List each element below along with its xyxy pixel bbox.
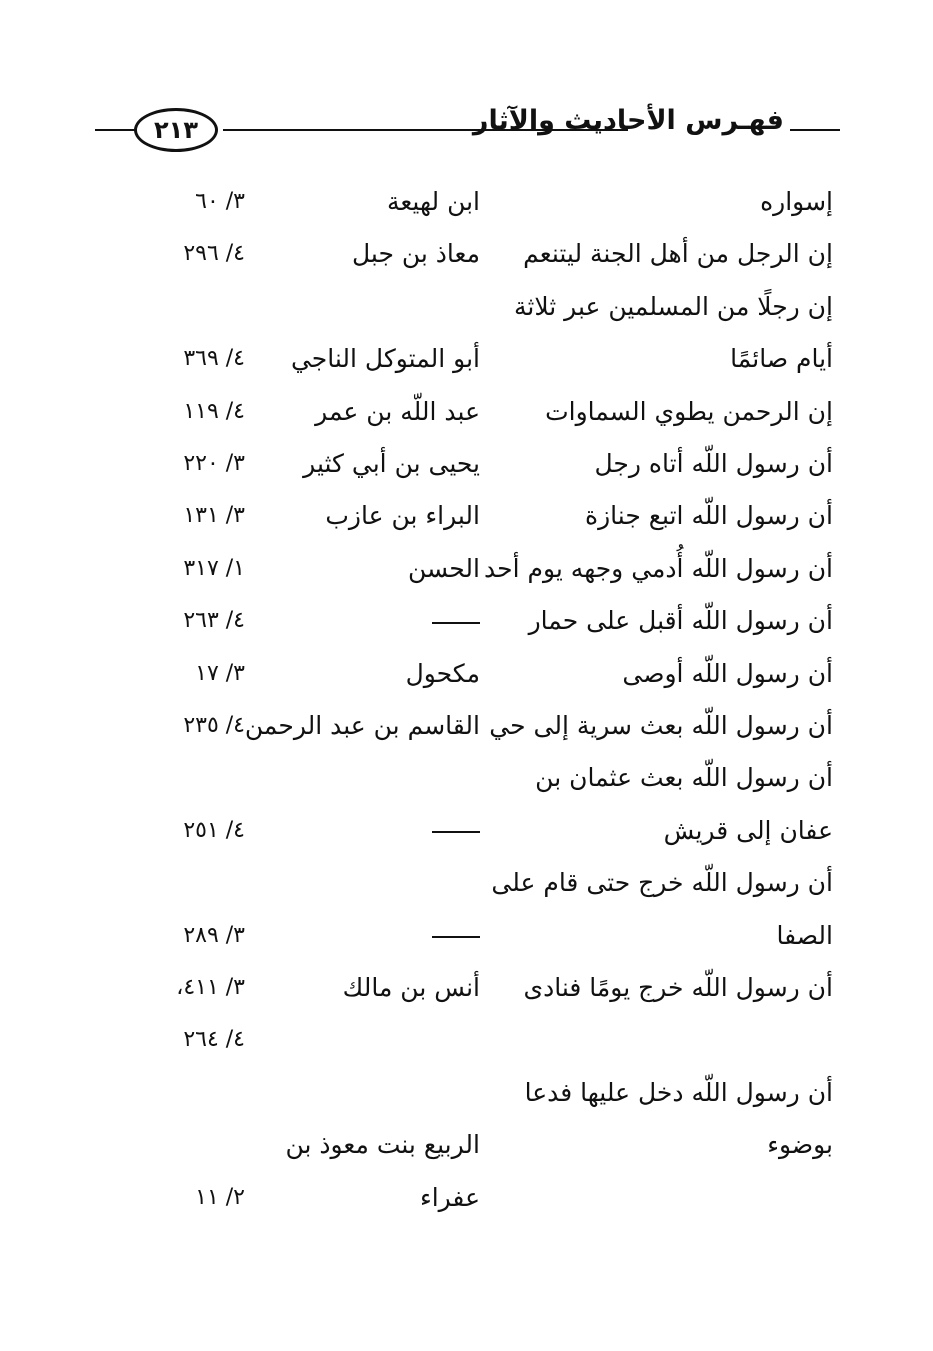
hadith-text: أن رسول اللّه بعث عثمان بن: [535, 763, 833, 793]
hadith-text: أن رسول اللّه دخل عليها فدعا: [524, 1077, 833, 1107]
volume-page-ref: ٣/ ٢٨٩: [183, 922, 245, 948]
volume-page-ref: ٣/ ١٧: [195, 660, 245, 686]
narrator: الربيع بنت معوذ بن: [285, 1130, 480, 1160]
volume-page-ref: ٣/ ٢٢٠: [183, 451, 245, 476]
hadith-text: الصفا: [776, 920, 833, 950]
index-row: [0, 547, 933, 591]
index-row: [0, 285, 933, 329]
narrator: مكحول: [405, 658, 480, 688]
page-number-badge: [134, 108, 218, 152]
volume-page-ref: ٤/ ٢٩٦: [183, 241, 245, 267]
narrator: [432, 599, 480, 643]
hadith-text: عفان إلى قريش: [663, 815, 833, 845]
narrator: [432, 914, 480, 958]
narrator: [432, 809, 480, 853]
index-row: [0, 180, 933, 224]
hadith-text: أن رسول اللّه أوصى: [622, 658, 833, 688]
header-rule-left: [95, 129, 137, 131]
page-header: [95, 100, 840, 160]
page-number: ٢١٣: [154, 116, 198, 144]
narrator: الحسن: [407, 553, 480, 583]
index-row: [0, 704, 933, 748]
header-rule-right: [790, 129, 840, 131]
narrator: عفراء: [419, 1182, 480, 1212]
hadith-text: أيام صائمًا: [730, 344, 833, 374]
hadith-text: إسواره: [760, 187, 833, 216]
hadith-text: إن الرجل من أهل الجنة ليتنعم: [523, 239, 833, 269]
hadith-text: أن رسول اللّه أتاه رجل: [594, 449, 833, 478]
narrator: البراء بن عازب: [325, 501, 480, 531]
hadith-text: بوضوء: [767, 1130, 833, 1160]
hadith-text: أن رسول اللّه أقبل على حمار: [528, 606, 833, 636]
volume-page-ref: ٤/ ٢٣٥: [183, 713, 245, 738]
volume-page-ref: ٣/ ٤١١،: [176, 975, 245, 1000]
narrator: أبو المتوكل الناجي: [290, 344, 480, 374]
index-row: [0, 966, 933, 1010]
volume-page-ref: ٤/ ١١٩: [183, 398, 245, 424]
index-row: [0, 390, 933, 434]
narrator: عبد اللّه بن عمر: [315, 396, 480, 426]
narrator-dash: [432, 622, 480, 624]
narrator: أنس بن مالك: [342, 973, 480, 1002]
index-row: [0, 442, 933, 486]
index-row: [0, 914, 933, 958]
narrator-dash: [432, 936, 480, 938]
hadith-text: أن رسول اللّه بعث سرية إلى حي: [489, 711, 833, 740]
hadith-text: إن الرحمن يطوي السماوات: [545, 396, 833, 426]
index-row: [0, 599, 933, 643]
index-row: [0, 1176, 933, 1220]
narrator: معاذ بن جبل: [351, 239, 480, 269]
page-title: فهـرس الأحاديث والآثار: [472, 105, 784, 136]
index-row: [0, 809, 933, 853]
narrator: يحيى بن أبي كثير: [303, 449, 480, 478]
volume-page-ref: ٤/ ٣٦٩: [183, 346, 245, 372]
volume-page-ref: ٤/ ٢٦٤: [183, 1027, 245, 1053]
index-row: [0, 1071, 933, 1115]
volume-page-ref: ٤/ ٢٦٣: [183, 608, 245, 634]
hadith-text: إن رجلًا من المسلمين عبر ثلاثة: [513, 291, 833, 321]
narrator-dash: [432, 831, 480, 833]
hadith-text: أن رسول اللّه اتبع جنازة: [585, 501, 833, 531]
hadith-text: أن رسول اللّه خرج حتى قام على: [491, 868, 833, 898]
index-row: [0, 756, 933, 800]
hadith-text: أن رسول اللّه أُدمي وجهه يوم أحد: [484, 553, 833, 583]
index-row: [0, 652, 933, 696]
volume-page-ref: ٣/ ٦٠: [195, 189, 245, 214]
index-row: [0, 232, 933, 276]
narrator: القاسم بن عبد الرحمن: [244, 711, 480, 740]
index-row: [0, 494, 933, 538]
volume-page-ref: ١/ ٣١٧: [183, 555, 245, 581]
index-row: [0, 1123, 933, 1167]
narrator: ابن لهيعة: [386, 187, 480, 216]
volume-page-ref: ٢/ ١١: [195, 1184, 245, 1210]
index-row: [0, 861, 933, 905]
volume-page-ref: ٤/ ٢٥١: [183, 817, 245, 843]
index-row: [0, 337, 933, 381]
index-row: [0, 1018, 933, 1062]
hadith-text: أن رسول اللّه خرج يومًا فنادى: [523, 973, 833, 1002]
volume-page-ref: ٣/ ١٣١: [183, 503, 245, 529]
